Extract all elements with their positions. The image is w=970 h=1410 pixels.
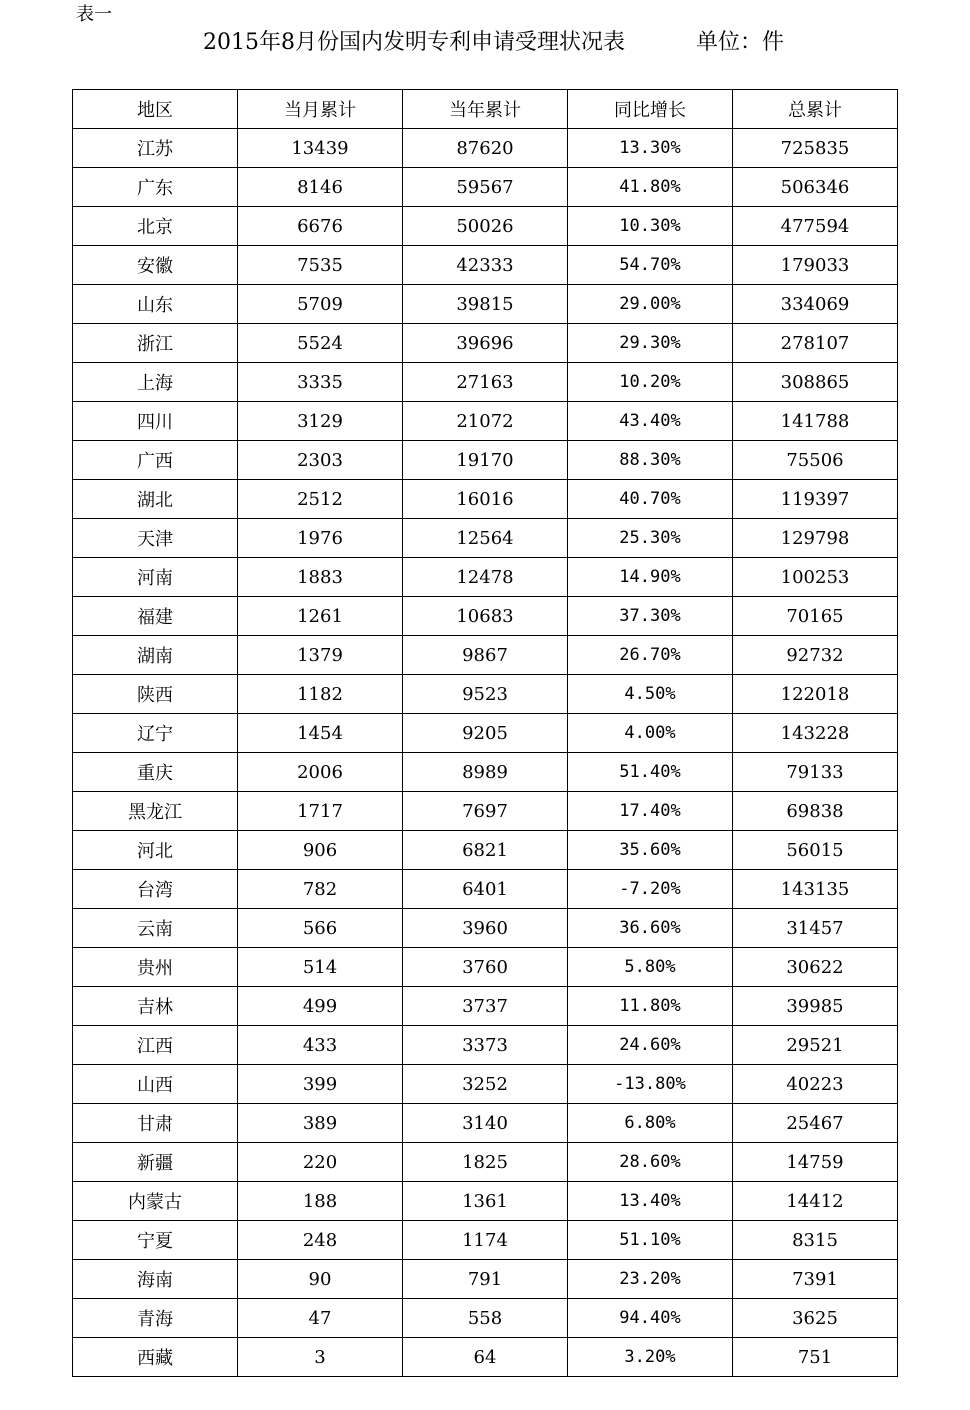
cell-grand-total: 725835 <box>733 129 898 168</box>
table-row <box>73 987 898 1026</box>
table-row <box>73 1182 898 1221</box>
cell-month-total: 2006 <box>238 753 403 792</box>
cell-region: 广东 <box>73 168 238 207</box>
cell-year-total: 9867 <box>403 636 568 675</box>
cell-region: 云南 <box>73 909 238 948</box>
cell-region: 天津 <box>73 519 238 558</box>
cell-yoy-growth: 13.40% <box>568 1182 733 1221</box>
cell-month-total: 782 <box>238 870 403 909</box>
table-row <box>73 1338 898 1377</box>
cell-region: 海南 <box>73 1260 238 1299</box>
cell-region: 贵州 <box>73 948 238 987</box>
table-row <box>73 480 898 519</box>
cell-grand-total: 278107 <box>733 324 898 363</box>
cell-grand-total: 14412 <box>733 1182 898 1221</box>
cell-year-total: 3373 <box>403 1026 568 1065</box>
cell-grand-total: 29521 <box>733 1026 898 1065</box>
table-row <box>73 636 898 675</box>
cell-grand-total: 506346 <box>733 168 898 207</box>
cell-grand-total: 56015 <box>733 831 898 870</box>
cell-year-total: 27163 <box>403 363 568 402</box>
cell-month-total: 13439 <box>238 129 403 168</box>
cell-year-total: 8989 <box>403 753 568 792</box>
table-row <box>73 1065 898 1104</box>
table-row <box>73 207 898 246</box>
cell-month-total: 248 <box>238 1221 403 1260</box>
cell-month-total: 1379 <box>238 636 403 675</box>
table-row <box>73 1104 898 1143</box>
cell-yoy-growth: 25.30% <box>568 519 733 558</box>
cell-grand-total: 100253 <box>733 558 898 597</box>
cell-yoy-growth: 3.20% <box>568 1338 733 1377</box>
cell-year-total: 1361 <box>403 1182 568 1221</box>
cell-region: 福建 <box>73 597 238 636</box>
cell-month-total: 47 <box>238 1299 403 1338</box>
cell-year-total: 9205 <box>403 714 568 753</box>
table-row <box>73 1143 898 1182</box>
cell-year-total: 6401 <box>403 870 568 909</box>
cell-month-total: 2512 <box>238 480 403 519</box>
header-year-total: 当年累计 <box>403 90 568 129</box>
cell-grand-total: 92732 <box>733 636 898 675</box>
cell-region: 陕西 <box>73 675 238 714</box>
cell-grand-total: 141788 <box>733 402 898 441</box>
cell-region: 甘肃 <box>73 1104 238 1143</box>
cell-month-total: 389 <box>238 1104 403 1143</box>
cell-yoy-growth: 14.90% <box>568 558 733 597</box>
cell-region: 重庆 <box>73 753 238 792</box>
cell-year-total: 64 <box>403 1338 568 1377</box>
cell-grand-total: 334069 <box>733 285 898 324</box>
cell-yoy-growth: 11.80% <box>568 987 733 1026</box>
cell-year-total: 39815 <box>403 285 568 324</box>
cell-grand-total: 25467 <box>733 1104 898 1143</box>
cell-grand-total: 143228 <box>733 714 898 753</box>
table-row <box>73 909 898 948</box>
cell-yoy-growth: 13.30% <box>568 129 733 168</box>
cell-month-total: 6676 <box>238 207 403 246</box>
cell-year-total: 3760 <box>403 948 568 987</box>
header-row <box>73 90 898 129</box>
cell-yoy-growth: 29.00% <box>568 285 733 324</box>
cell-grand-total: 30622 <box>733 948 898 987</box>
header-yoy-growth: 同比增长 <box>568 90 733 129</box>
cell-year-total: 19170 <box>403 441 568 480</box>
cell-yoy-growth: 51.10% <box>568 1221 733 1260</box>
table-header <box>73 90 898 129</box>
cell-region: 四川 <box>73 402 238 441</box>
cell-month-total: 7535 <box>238 246 403 285</box>
cell-grand-total: 477594 <box>733 207 898 246</box>
cell-yoy-growth: 17.40% <box>568 792 733 831</box>
cell-month-total: 1976 <box>238 519 403 558</box>
patent-table <box>72 89 898 1377</box>
cell-grand-total: 7391 <box>733 1260 898 1299</box>
cell-region: 山东 <box>73 285 238 324</box>
cell-region: 吉林 <box>73 987 238 1026</box>
cell-year-total: 3252 <box>403 1065 568 1104</box>
cell-yoy-growth: 26.70% <box>568 636 733 675</box>
cell-grand-total: 308865 <box>733 363 898 402</box>
cell-month-total: 90 <box>238 1260 403 1299</box>
table-row <box>73 597 898 636</box>
table-row <box>73 831 898 870</box>
cell-region: 湖北 <box>73 480 238 519</box>
table-row <box>73 753 898 792</box>
cell-year-total: 50026 <box>403 207 568 246</box>
unit-label: 单位：件 <box>696 30 785 55</box>
cell-grand-total: 8315 <box>733 1221 898 1260</box>
cell-yoy-growth: 10.30% <box>568 207 733 246</box>
cell-year-total: 12564 <box>403 519 568 558</box>
table-row <box>73 363 898 402</box>
table-row <box>73 441 898 480</box>
cell-region: 山西 <box>73 1065 238 1104</box>
cell-month-total: 1261 <box>238 597 403 636</box>
cell-year-total: 59567 <box>403 168 568 207</box>
title-row <box>0 28 970 58</box>
table-row <box>73 1026 898 1065</box>
cell-region: 湖南 <box>73 636 238 675</box>
cell-region: 江苏 <box>73 129 238 168</box>
header-grand-total: 总累计 <box>733 90 898 129</box>
cell-yoy-growth: 35.60% <box>568 831 733 870</box>
cell-year-total: 10683 <box>403 597 568 636</box>
table-body <box>73 129 898 1377</box>
table-row <box>73 246 898 285</box>
table-row <box>73 168 898 207</box>
cell-region: 黑龙江 <box>73 792 238 831</box>
cell-month-total: 399 <box>238 1065 403 1104</box>
cell-grand-total: 3625 <box>733 1299 898 1338</box>
cell-yoy-growth: 37.30% <box>568 597 733 636</box>
cell-region: 河南 <box>73 558 238 597</box>
cell-yoy-growth: 5.80% <box>568 948 733 987</box>
cell-region: 河北 <box>73 831 238 870</box>
cell-month-total: 8146 <box>238 168 403 207</box>
cell-grand-total: 79133 <box>733 753 898 792</box>
table-row <box>73 519 898 558</box>
cell-yoy-growth: 29.30% <box>568 324 733 363</box>
table-row <box>73 714 898 753</box>
cell-year-total: 16016 <box>403 480 568 519</box>
table-row <box>73 1299 898 1338</box>
cell-month-total: 566 <box>238 909 403 948</box>
cell-region: 西藏 <box>73 1338 238 1377</box>
cell-month-total: 3129 <box>238 402 403 441</box>
cell-month-total: 1717 <box>238 792 403 831</box>
cell-year-total: 1825 <box>403 1143 568 1182</box>
table-row <box>73 285 898 324</box>
cell-region: 内蒙古 <box>73 1182 238 1221</box>
cell-yoy-growth: 28.60% <box>568 1143 733 1182</box>
cell-month-total: 220 <box>238 1143 403 1182</box>
cell-year-total: 1174 <box>403 1221 568 1260</box>
cell-region: 青海 <box>73 1299 238 1338</box>
cell-year-total: 3140 <box>403 1104 568 1143</box>
cell-year-total: 12478 <box>403 558 568 597</box>
cell-year-total: 791 <box>403 1260 568 1299</box>
cell-region: 浙江 <box>73 324 238 363</box>
cell-year-total: 21072 <box>403 402 568 441</box>
cell-yoy-growth: 88.30% <box>568 441 733 480</box>
cell-month-total: 5709 <box>238 285 403 324</box>
cell-region: 辽宁 <box>73 714 238 753</box>
cell-month-total: 2303 <box>238 441 403 480</box>
cell-yoy-growth: 36.60% <box>568 909 733 948</box>
cell-month-total: 499 <box>238 987 403 1026</box>
cell-region: 台湾 <box>73 870 238 909</box>
cell-year-total: 3737 <box>403 987 568 1026</box>
header-region: 地区 <box>73 90 238 129</box>
cell-yoy-growth: 6.80% <box>568 1104 733 1143</box>
cell-region: 新疆 <box>73 1143 238 1182</box>
table-row <box>73 324 898 363</box>
cell-year-total: 42333 <box>403 246 568 285</box>
header-month-total: 当月累计 <box>238 90 403 129</box>
cell-month-total: 906 <box>238 831 403 870</box>
cell-region: 宁夏 <box>73 1221 238 1260</box>
cell-month-total: 433 <box>238 1026 403 1065</box>
cell-grand-total: 751 <box>733 1338 898 1377</box>
cell-region: 广西 <box>73 441 238 480</box>
cell-year-total: 87620 <box>403 129 568 168</box>
cell-yoy-growth: 51.40% <box>568 753 733 792</box>
table-label: 表一 <box>76 4 112 25</box>
cell-grand-total: 122018 <box>733 675 898 714</box>
table-row <box>73 1221 898 1260</box>
cell-yoy-growth: 94.40% <box>568 1299 733 1338</box>
table-row <box>73 675 898 714</box>
cell-grand-total: 39985 <box>733 987 898 1026</box>
cell-grand-total: 40223 <box>733 1065 898 1104</box>
cell-year-total: 6821 <box>403 831 568 870</box>
table-row <box>73 870 898 909</box>
cell-year-total: 39696 <box>403 324 568 363</box>
cell-year-total: 9523 <box>403 675 568 714</box>
cell-year-total: 3960 <box>403 909 568 948</box>
cell-region: 江西 <box>73 1026 238 1065</box>
cell-yoy-growth: 41.80% <box>568 168 733 207</box>
cell-year-total: 558 <box>403 1299 568 1338</box>
table-row <box>73 948 898 987</box>
cell-yoy-growth: -13.80% <box>568 1065 733 1104</box>
cell-year-total: 7697 <box>403 792 568 831</box>
cell-yoy-growth: 40.70% <box>568 480 733 519</box>
table-row <box>73 1260 898 1299</box>
cell-grand-total: 69838 <box>733 792 898 831</box>
cell-yoy-growth: 4.50% <box>568 675 733 714</box>
cell-grand-total: 129798 <box>733 519 898 558</box>
table-row <box>73 792 898 831</box>
cell-region: 安徽 <box>73 246 238 285</box>
cell-yoy-growth: 10.20% <box>568 363 733 402</box>
table-row <box>73 558 898 597</box>
cell-grand-total: 70165 <box>733 597 898 636</box>
cell-month-total: 1883 <box>238 558 403 597</box>
cell-month-total: 514 <box>238 948 403 987</box>
cell-month-total: 3335 <box>238 363 403 402</box>
cell-month-total: 5524 <box>238 324 403 363</box>
cell-yoy-growth: 54.70% <box>568 246 733 285</box>
cell-region: 北京 <box>73 207 238 246</box>
table-row <box>73 129 898 168</box>
cell-month-total: 1182 <box>238 675 403 714</box>
cell-region: 上海 <box>73 363 238 402</box>
cell-grand-total: 143135 <box>733 870 898 909</box>
cell-yoy-growth: 24.60% <box>568 1026 733 1065</box>
cell-grand-total: 179033 <box>733 246 898 285</box>
cell-month-total: 1454 <box>238 714 403 753</box>
cell-month-total: 3 <box>238 1338 403 1377</box>
table-row <box>73 402 898 441</box>
cell-grand-total: 31457 <box>733 909 898 948</box>
cell-yoy-growth: 23.20% <box>568 1260 733 1299</box>
page-title: 2015年8月份国内发明专利申请受理状况表 <box>203 30 625 55</box>
cell-yoy-growth: 4.00% <box>568 714 733 753</box>
cell-yoy-growth: -7.20% <box>568 870 733 909</box>
cell-yoy-growth: 43.40% <box>568 402 733 441</box>
cell-grand-total: 75506 <box>733 441 898 480</box>
cell-grand-total: 119397 <box>733 480 898 519</box>
cell-month-total: 188 <box>238 1182 403 1221</box>
cell-grand-total: 14759 <box>733 1143 898 1182</box>
